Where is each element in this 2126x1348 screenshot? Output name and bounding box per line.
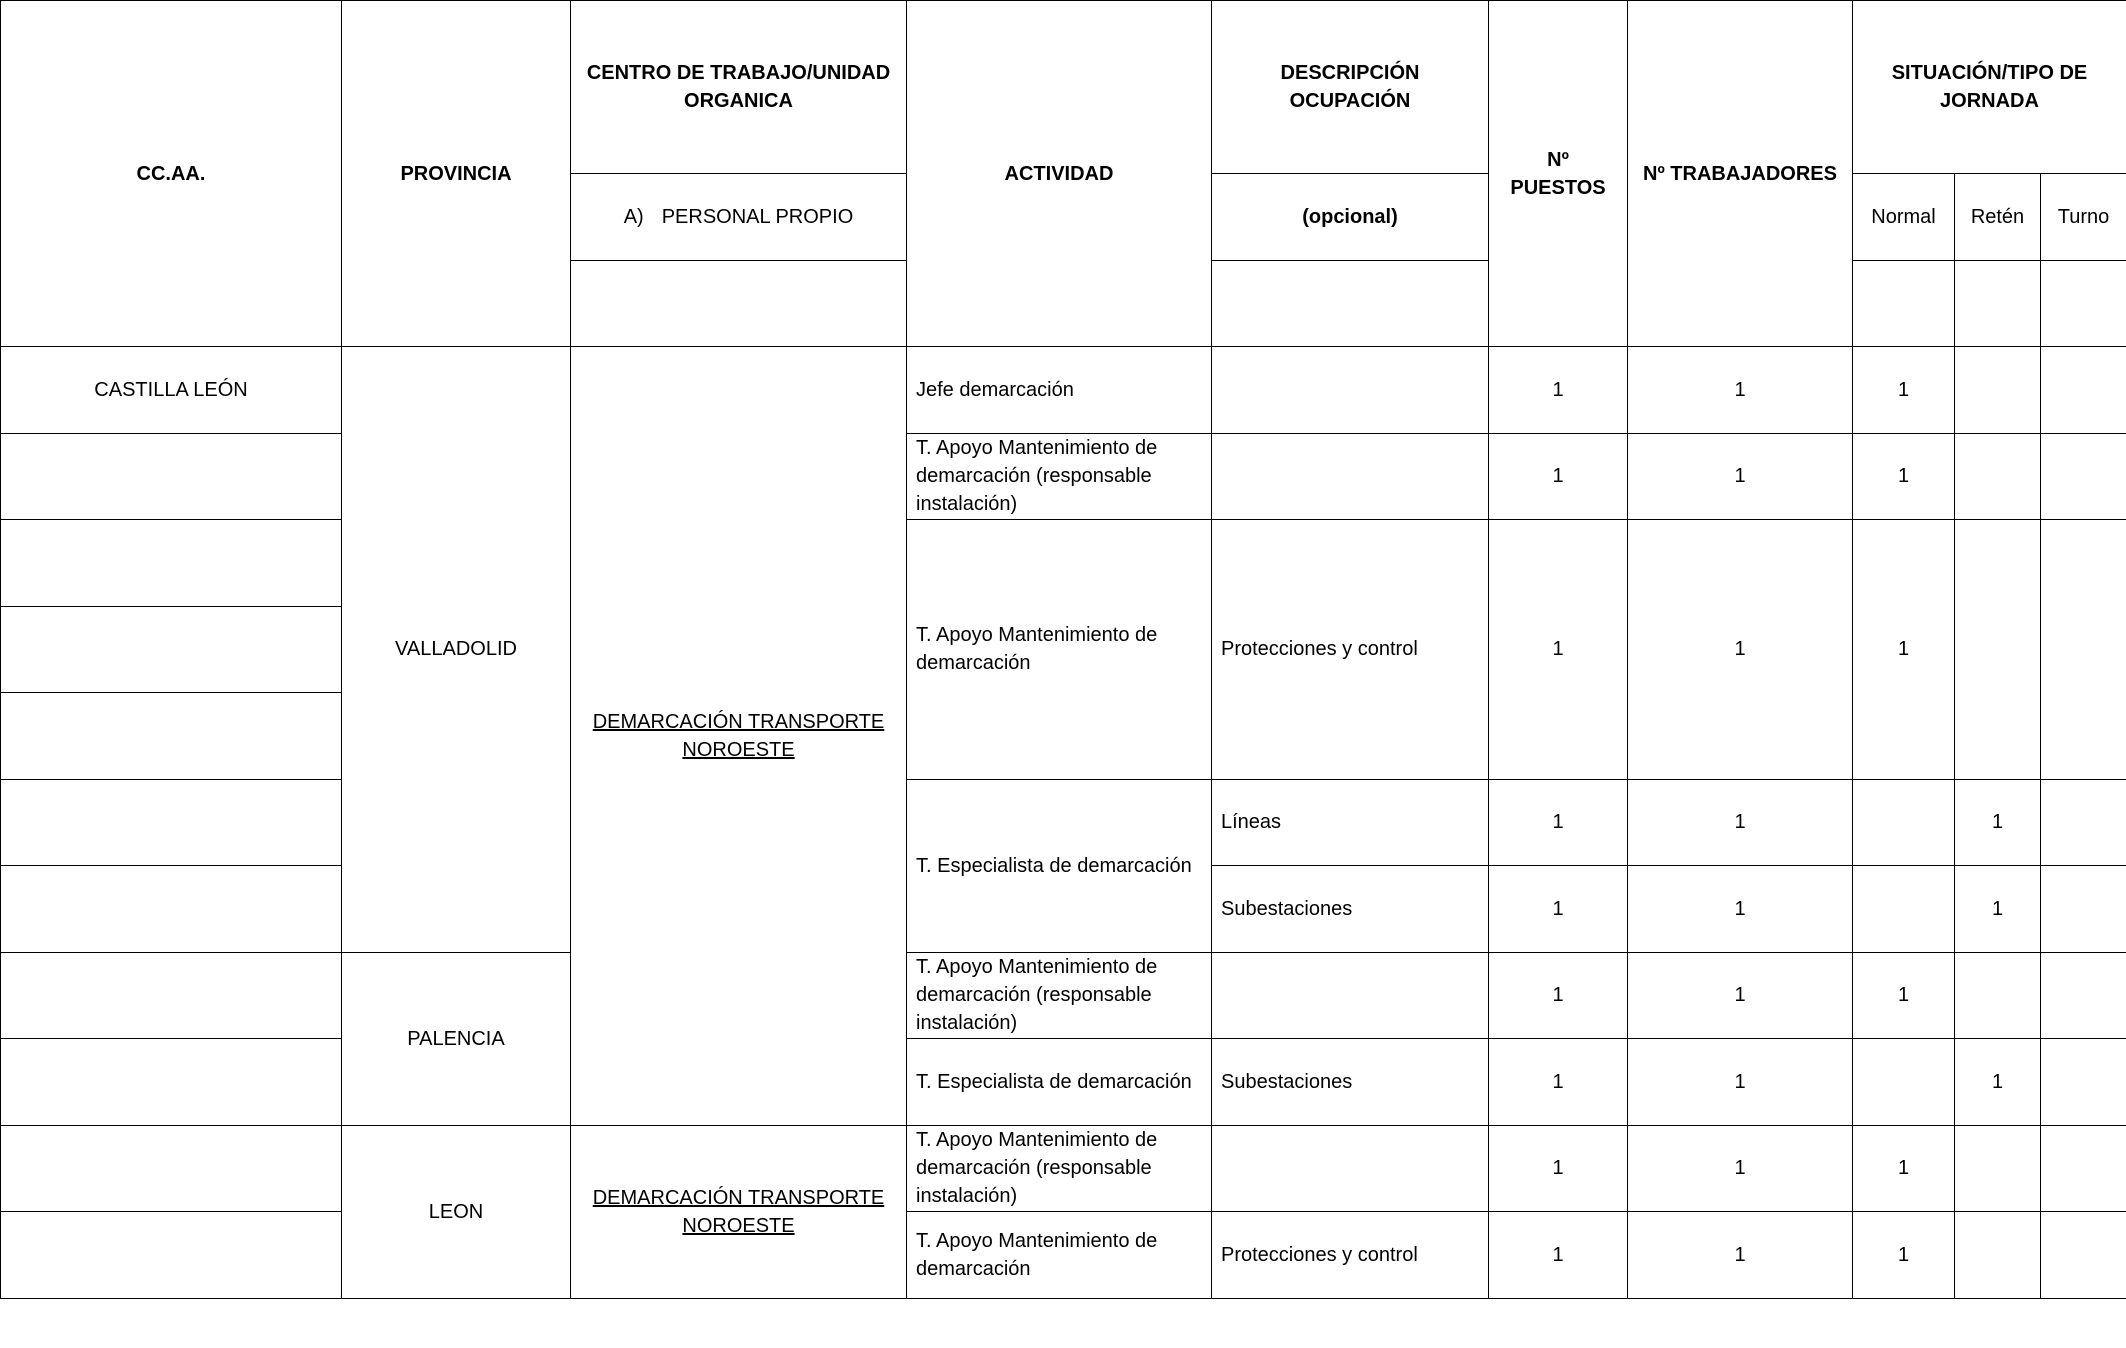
table-row <box>1 1212 2126 1299</box>
cell-ccaa <box>1 1125 342 1212</box>
header-opcional: (opcional) <box>1212 174 1489 261</box>
cell-normal: 1 <box>1853 347 1955 434</box>
cell-actividad: T. Apoyo Mantenimiento de demarcación (responsable instalación) <box>907 433 1212 520</box>
cell-descripcion: Subestaciones <box>1212 866 1489 953</box>
cell-actividad: T. Apoyo Mantenimiento de demarcación (responsable instalación) <box>907 952 1212 1039</box>
cell-actividad: T. Especialista de demarcación <box>907 1039 1212 1126</box>
cell-normal: 1 <box>1853 1212 1955 1299</box>
table-row <box>1 779 2126 866</box>
cell-trabajadores: 1 <box>1628 1125 1853 1212</box>
cell-turno <box>2041 1039 2126 1126</box>
header-actividad: ACTIVIDAD <box>907 1 1212 347</box>
cell-ccaa <box>1 520 342 607</box>
cell-reten <box>1955 1212 2041 1299</box>
cell-reten <box>1955 952 2041 1039</box>
cell-actividad: T. Apoyo Mantenimiento de demarcación <box>907 520 1212 780</box>
cell-descripcion <box>1212 433 1489 520</box>
cell-descripcion: Líneas <box>1212 779 1489 866</box>
header-reten-blank <box>1955 261 2041 347</box>
centro-link-2: DEMARCACIÓN TRANSPORTE NOROESTE <box>592 1186 885 1237</box>
cell-trabajadores: 1 <box>1628 866 1853 953</box>
cell-descripcion: Protecciones y control <box>1212 1212 1489 1299</box>
header-puestos: Nº PUESTOS <box>1489 1 1628 347</box>
cell-puestos: 1 <box>1489 952 1628 1039</box>
cell-turno <box>2041 433 2126 520</box>
cell-provincia-palencia: PALENCIA <box>342 952 571 1125</box>
cell-ccaa <box>1 779 342 866</box>
cell-descripcion <box>1212 1125 1489 1212</box>
cell-provincia-valladolid: VALLADOLID <box>342 347 571 953</box>
personal-letter: A) <box>623 206 644 228</box>
cell-centro-1 <box>571 347 907 1126</box>
cell-reten: 1 <box>1955 866 2041 953</box>
cell-turno <box>2041 1125 2126 1212</box>
cell-turno <box>2041 520 2126 780</box>
cell-ccaa <box>1 693 342 780</box>
cell-descripcion: Subestaciones <box>1212 1039 1489 1126</box>
cell-actividad: Jefe demarcación <box>907 347 1212 434</box>
cell-normal <box>1853 1039 1955 1126</box>
cell-trabajadores: 1 <box>1628 1212 1853 1299</box>
header-provincia: PROVINCIA <box>342 1 571 347</box>
cell-puestos: 1 <box>1489 779 1628 866</box>
cell-turno <box>2041 866 2126 953</box>
cell-ccaa <box>1 1212 342 1299</box>
header-row-1 <box>1 1 2126 174</box>
cell-reten: 1 <box>1955 1039 2041 1126</box>
header-centro-blank <box>571 261 907 347</box>
cell-trabajadores: 1 <box>1628 779 1853 866</box>
table-row <box>1 433 2126 520</box>
cell-descripcion: Protecciones y control <box>1212 520 1489 780</box>
table-row <box>1 520 2126 607</box>
cell-puestos: 1 <box>1489 1125 1628 1212</box>
header-centro: CENTRO DE TRABAJO/UNIDAD ORGANICA <box>571 1 907 174</box>
cell-normal <box>1853 779 1955 866</box>
table-row <box>1 1039 2126 1126</box>
cell-puestos: 1 <box>1489 1212 1628 1299</box>
cell-ccaa <box>1 606 342 693</box>
table-row <box>1 952 2126 1039</box>
personal-label: PERSONAL PROPIO <box>661 206 854 228</box>
cell-normal: 1 <box>1853 1125 1955 1212</box>
cell-normal: 1 <box>1853 952 1955 1039</box>
cell-ccaa <box>1 952 342 1039</box>
cell-turno <box>2041 779 2126 866</box>
cell-actividad: T. Apoyo Mantenimiento de demarcación (responsable instalación) <box>907 1125 1212 1212</box>
header-descripcion: DESCRIPCIÓN OCUPACIÓN <box>1212 1 1489 174</box>
cell-puestos: 1 <box>1489 520 1628 780</box>
cell-trabajadores: 1 <box>1628 433 1853 520</box>
header-turno-blank <box>2041 261 2126 347</box>
cell-puestos: 1 <box>1489 866 1628 953</box>
header-turno: Turno <box>2041 174 2126 261</box>
cell-centro-2 <box>571 1125 907 1298</box>
cell-turno <box>2041 1212 2126 1299</box>
cell-actividad: T. Especialista de demarcación <box>907 779 1212 952</box>
cell-normal: 1 <box>1853 520 1955 780</box>
cell-ccaa <box>1 1039 342 1126</box>
cell-actividad: T. Apoyo Mantenimiento de demarcación <box>907 1212 1212 1299</box>
header-situacion: SITUACIÓN/TIPO DE JORNADA <box>1853 1 2126 174</box>
cell-reten <box>1955 347 2041 434</box>
header-descripcion-blank <box>1212 261 1489 347</box>
cell-reten <box>1955 433 2041 520</box>
cell-provincia-leon: LEON <box>342 1125 571 1298</box>
cell-turno <box>2041 952 2126 1039</box>
cell-turno <box>2041 347 2126 434</box>
cell-descripcion <box>1212 347 1489 434</box>
cell-normal: 1 <box>1853 433 1955 520</box>
cell-reten <box>1955 520 2041 780</box>
cell-ccaa <box>1 866 342 953</box>
cell-trabajadores: 1 <box>1628 347 1853 434</box>
cell-trabajadores: 1 <box>1628 1039 1853 1126</box>
cell-trabajadores: 1 <box>1628 520 1853 780</box>
header-ccaa: CC.AA. <box>1 1 342 347</box>
cell-ccaa <box>1 433 342 520</box>
cell-puestos: 1 <box>1489 347 1628 434</box>
cell-reten <box>1955 1125 2041 1212</box>
table-row <box>1 347 2126 434</box>
cell-trabajadores: 1 <box>1628 952 1853 1039</box>
header-reten: Retén <box>1955 174 2041 261</box>
centro-link-1: DEMARCACIÓN TRANSPORTE NOROESTE <box>592 710 885 761</box>
header-personal-propio <box>571 174 907 261</box>
header-normal: Normal <box>1853 174 1955 261</box>
header-trabajadores: Nº TRABAJADORES <box>1628 1 1853 347</box>
cell-puestos: 1 <box>1489 433 1628 520</box>
header-normal-blank <box>1853 261 1955 347</box>
cell-normal <box>1853 866 1955 953</box>
cell-reten: 1 <box>1955 779 2041 866</box>
cell-ccaa: CASTILLA LEÓN <box>1 347 342 434</box>
table-row <box>1 1125 2126 1212</box>
cell-puestos: 1 <box>1489 1039 1628 1126</box>
cell-descripcion <box>1212 952 1489 1039</box>
